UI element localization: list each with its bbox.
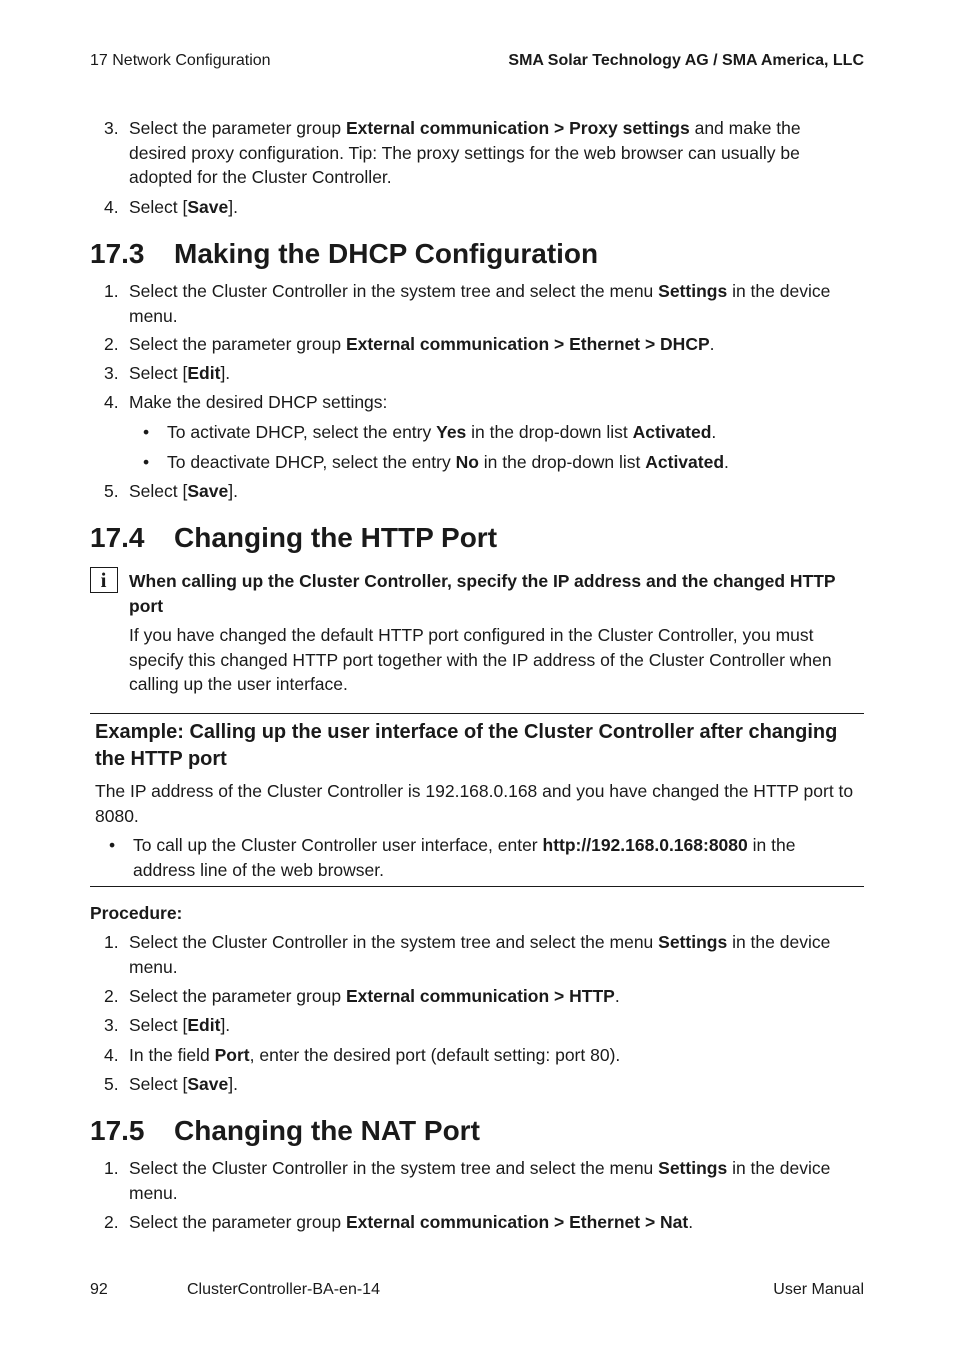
example-top-rule — [90, 713, 864, 714]
nat-step: 2. Select the parameter group External communication > Ethernet > Nat. — [104, 1212, 694, 1232]
running-header-chapter: 17 Network Configuration — [90, 52, 271, 69]
http-step: 1. Select the Cluster Controller in the system tree and select the menu Settings in the device menu. — [104, 932, 831, 977]
info-body: If you have changed the default HTTP port configured in the Cluster Controller, you must specify this changed HTTP port together with the IP address of the Cluster Controller when calling up the user interface. — [129, 625, 832, 694]
section-heading-17-4: 17.4 Changing the HTTP Port — [90, 522, 498, 553]
svg-text:i: i — [100, 568, 107, 591]
example-body: The IP address of the Cluster Controller is 192.168.0.168 and you have changed the HTTP port to 8080. — [95, 781, 854, 826]
page-number: 92 — [90, 1281, 108, 1298]
info-icon — [90, 567, 118, 593]
example-bottom-rule — [90, 886, 864, 887]
dhcp-step: 2. Select the parameter group External communication > Ethernet > DHCP. — [104, 334, 715, 354]
running-header-company: SMA Solar Technology AG / SMA America, LLC — [508, 52, 864, 69]
http-step: 4. In the field Port, enter the desired port (default setting: port 80). — [104, 1045, 621, 1065]
info-title: When calling up the Cluster Controller, specify the IP address and the changed HTTP port — [129, 571, 836, 616]
example-bullet: • To call up the Cluster Controller user interface, enter http://192.168.0.168:8080 in the address line of the web browser. — [109, 835, 796, 880]
dhcp-step: 3. Select [Edit]. — [104, 363, 231, 383]
nat-step: 1. Select the Cluster Controller in the system tree and select the menu Settings in the device menu. — [104, 1158, 831, 1203]
dhcp-step: 5. Select [Save]. — [104, 481, 238, 501]
http-step: 3. Select [Edit]. — [104, 1015, 231, 1035]
dhcp-bullet: • To deactivate DHCP, select the entry No in the drop-down list Activated. — [143, 452, 729, 472]
example-title: Example: Calling up the user interface of the Cluster Controller after changing the HTTP port — [95, 721, 838, 770]
dhcp-step: 4. Make the desired DHCP settings: — [104, 392, 388, 412]
document-id: ClusterController-BA-en-14 — [187, 1281, 380, 1298]
section-heading-17-5: 17.5 Changing the NAT Port — [90, 1115, 480, 1146]
intro-step: 4. Select [Save]. — [104, 197, 238, 217]
dhcp-bullet: • To activate DHCP, select the entry Yes in the drop-down list Activated. — [143, 422, 717, 442]
dhcp-step: 1. Select the Cluster Controller in the system tree and select the menu Settings in the device menu. — [104, 281, 831, 326]
http-step: 5. Select [Save]. — [104, 1074, 238, 1094]
intro-step: 3. Select the parameter group External communication > Proxy settings and make the desired proxy configuration. Tip: The proxy settings for the web browser can usually be adopted for the Cluster Controller. — [104, 118, 801, 187]
section-heading-17-3: 17.3 Making the DHCP Configuration — [90, 238, 599, 269]
document-type: User Manual — [773, 1281, 864, 1298]
procedure-label: Procedure: — [90, 903, 183, 923]
http-step: 2. Select the parameter group External communication > HTTP. — [104, 986, 620, 1006]
